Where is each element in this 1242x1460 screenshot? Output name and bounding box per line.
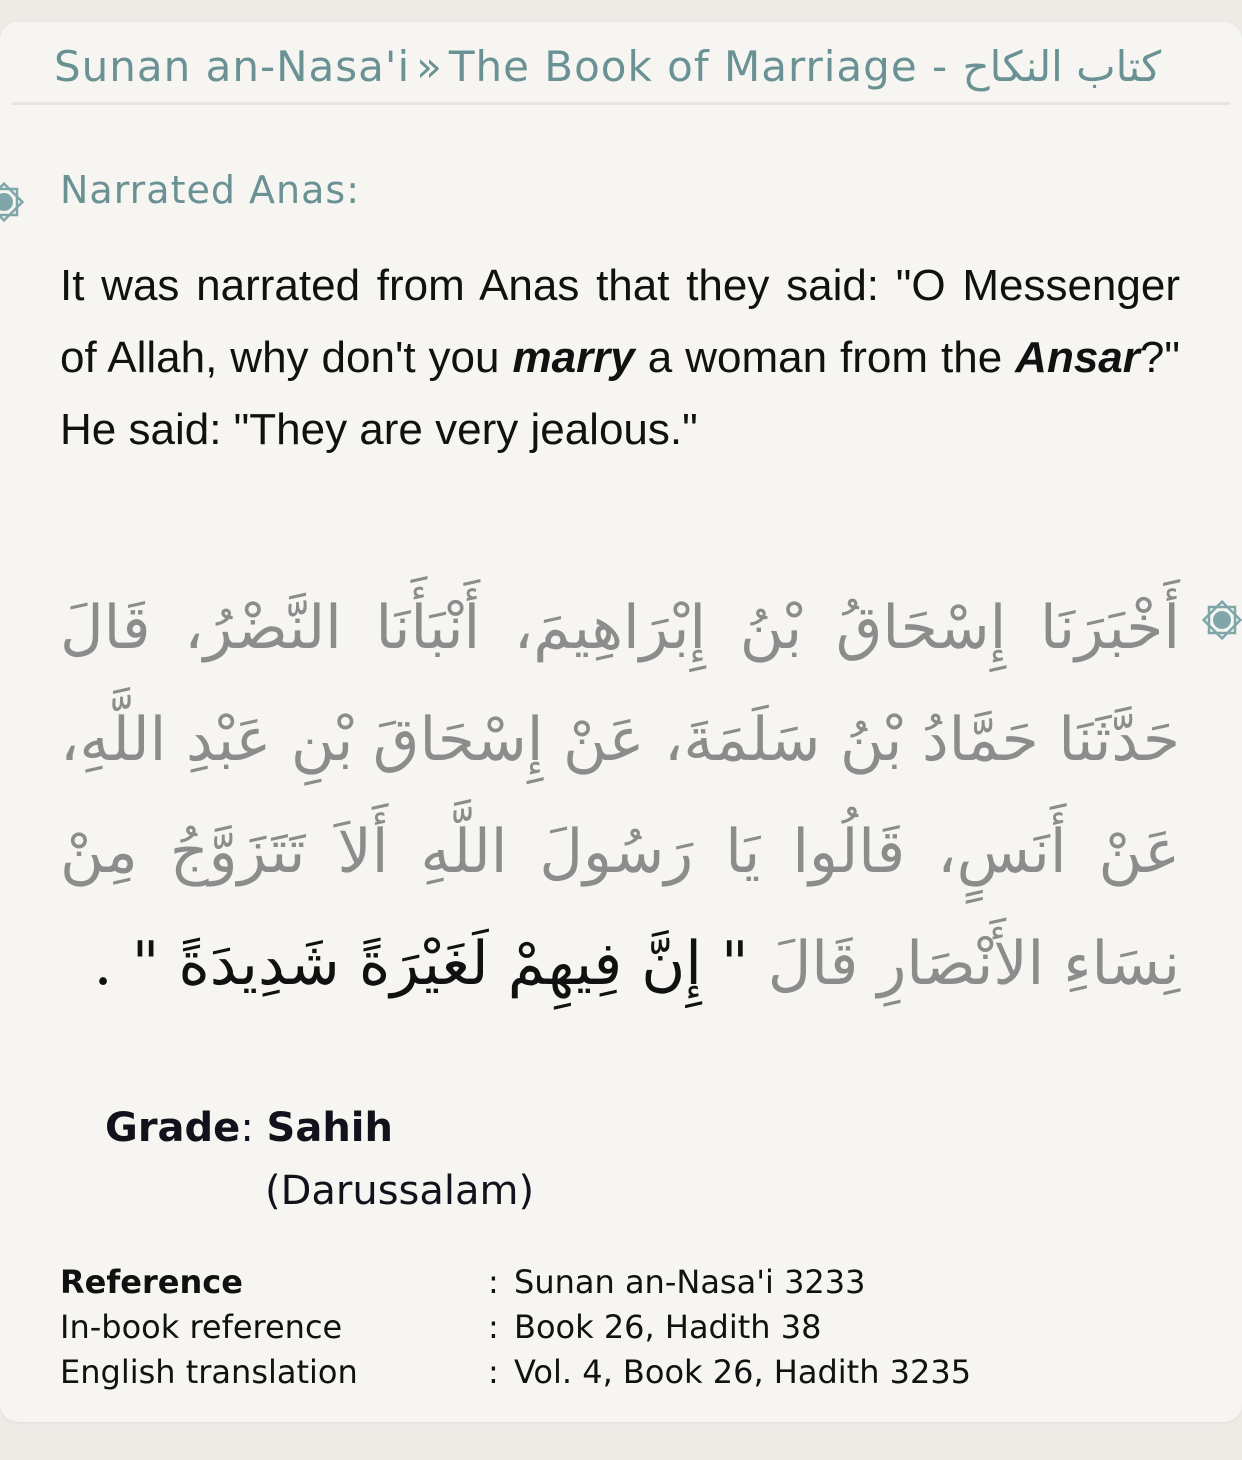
english-emphasis: Ansar	[1015, 333, 1140, 382]
english-text-part: It was narrated from Anas that they said: "O Messenger of Allah, why don't you	[60, 261, 1180, 382]
reference-colon: :	[488, 1308, 499, 1346]
book-title-english: The Book of Marriage	[448, 42, 918, 91]
narrator-heading: Narrated Anas:	[60, 168, 361, 212]
arabic-chain: أَخْبَرَنَا إِسْحَاقُ بْنُ إِبْرَاهِيمَ، أَنْبَأَنَا النَّضْرُ، قَالَ حَدَّثَنَا حَمَّادُ بْنُ سَلَمَةَ، عَنْ إِسْحَاقَ بْنِ عَبْدِ اللَّهِ، عَنْ أَنَسٍ، قَالُوا يَا رَسُولَ اللَّهِ أَلاَ تَتَزَوَّجُ مِنْ نِسَاءِ الأَنْصَارِ قَالَ	[60, 593, 1180, 999]
reference-colon: :	[488, 1353, 499, 1391]
grade-label: Grade	[105, 1105, 241, 1151]
star-ornament-icon	[1200, 598, 1242, 642]
breadcrumb	[54, 42, 1161, 91]
english-text	[60, 250, 1180, 466]
english-translation-label: English translation	[60, 1353, 358, 1391]
grade-line	[105, 1105, 393, 1151]
grade-colon: :	[240, 1105, 254, 1151]
star-ornament-icon	[0, 180, 26, 224]
in-book-reference-value: Book 26, Hadith 38	[514, 1308, 822, 1346]
breadcrumb-separator: »	[416, 42, 443, 91]
english-text-part: ?" He said: "They are very jealous."	[60, 333, 1180, 454]
english-text-part: a woman from the	[634, 333, 1016, 382]
breadcrumb-collection-link[interactable]: Sunan an-Nasa'i	[54, 42, 411, 91]
grade-source: (Darussalam)	[265, 1168, 535, 1214]
reference-table	[60, 1262, 971, 1397]
in-book-reference-row	[60, 1307, 971, 1352]
english-emphasis: marry	[512, 333, 635, 382]
book-title-dash: -	[932, 42, 949, 91]
arabic-text	[60, 572, 1180, 1020]
in-book-reference-label: In-book reference	[60, 1308, 343, 1346]
breadcrumb-book-link[interactable]	[449, 42, 1161, 91]
book-title-arabic: كتاب النكاح	[962, 42, 1162, 91]
reference-colon: :	[488, 1263, 499, 1301]
arabic-quote: " إِنَّ فِيهِمْ لَغَيْرَةً شَدِيدَةً " .	[93, 929, 749, 999]
grade-value: Sahih	[266, 1105, 393, 1151]
reference-label: Reference	[60, 1263, 243, 1301]
reference-value: Sunan an-Nasa'i 3233	[514, 1263, 866, 1301]
english-translation-value: Vol. 4, Book 26, Hadith 3235	[514, 1353, 972, 1391]
english-translation-row	[60, 1352, 971, 1397]
reference-row	[60, 1262, 971, 1307]
header-divider	[12, 102, 1230, 105]
